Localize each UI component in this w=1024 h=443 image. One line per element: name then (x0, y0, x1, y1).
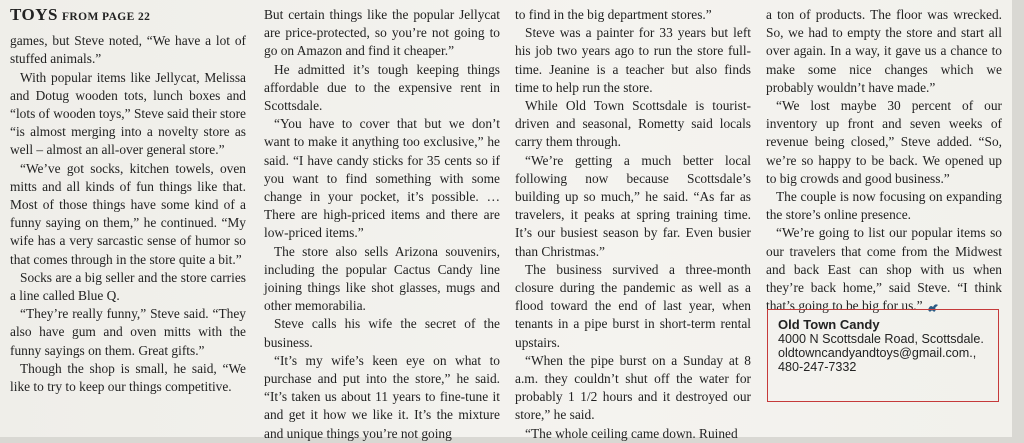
paragraph: “We’ve got socks, kitchen towels, oven mitts and all kinds of fun things like that. Most of those things have some kind of a funny saying on them,” he continued. “My wife has a very sarcastic sense of humor so that comes through in the store quite a bit.” (10, 160, 246, 267)
paragraph: games, but Steve noted, “We have a lot of stuffed animals.” (10, 33, 246, 67)
from-page-label: FROM PAGE 22 (62, 11, 151, 23)
business-name: Old Town Candy (778, 317, 880, 332)
business-address: 4000 N Scottsdale Road, Scottsdale. (778, 332, 984, 346)
section-label: TOYS (10, 5, 58, 24)
paragraph: But certain things like the popular Jellycat are price-protected, so you’re not going to go on Amazon and find it cheaper.” (264, 7, 500, 59)
paragraph: The business survived a three-month closure during the pandemic as well as a flood toward the end of last year, when tenants in a pipe burst in short-term rental upstairs. (515, 261, 751, 350)
paragraph (766, 224, 1002, 315)
paragraph: The store also sells Arizona souvenirs, including the popular Cactus Candy line joining things like shot glasses, mugs and other memorabilia. (264, 243, 500, 314)
paragraph: The couple is now focusing on expanding the store’s online presence. (766, 189, 1002, 223)
paragraph: With popular items like Jellycat, Melissa and Dotug wooden tots, lunch boxes and “lots of wooden toys,” Steve said their store “is almost merging into a novelty store as well – almost an all-over general store.” (10, 69, 246, 158)
article-column-3 (515, 6, 751, 443)
paragraph: “They’re really funny,” Steve said. “They also have gum and oven mitts with the funny sayings on them. Great gifts.” (10, 306, 246, 358)
business-contact: oldtowncandyandtoys@gmail.com., 480-247-7332 (778, 346, 977, 374)
article-column-2 (264, 6, 500, 443)
paragraph: “It’s my wife’s keen eye on what to purchase and put into the store,” he said. “It’s taken us about 11 years to fine-tune it and get it how we like it. It’s the mixture and unique things you’re not going (264, 352, 500, 441)
paragraph: a ton of products. The floor was wrecked. So, we had to empty the store and start all over again. In a way, it gave us a chance to make some nice changes which we probably wouldn’t have made.” (766, 7, 1002, 95)
paragraph: While Old Town Scottsdale is tourist-driven and seasonal, Rometty said locals carry them through. (515, 98, 751, 150)
paragraph: Socks are a big seller and the store carries a line called Blue Q. (10, 269, 246, 304)
article-column-4 (766, 6, 1002, 315)
paragraph: “You have to cover that but we don’t want to make it anything too exclusive,” he said. “I have candy sticks for 35 cents so if you want to find something with some change in your pocket, it’s possible. …There are high-priced items and there are low-priced items.” (264, 116, 500, 241)
paragraph: to find in the big department stores.” (515, 7, 712, 22)
article-column-1 (10, 6, 246, 396)
closing-paragraph-text: “We’re going to list our popular items so our travelers that come from the Midwest and back East can shop with us when they’re back home,” said Steve. “I think that’s going to be big for us.” (766, 225, 1002, 314)
paragraph: He admitted it’s tough keeping things affordable due to the expensive rent in Scottsdale. (264, 61, 500, 114)
paragraph: “When the pipe burst on a Sunday at 8 a.m. they couldn’t shut off the water for probably 1 1/2 hours and it destroyed our store,” he said. (515, 352, 751, 423)
paragraph: “The whole ceiling came down. Ruined (525, 425, 738, 441)
paragraph: “We’re getting a much better local following now because Scottsdale’s building up so much,” he said. “As far as travelers, it peaks at spring training time. It’s our busiest season by far. Even busier than Christmas.” (515, 152, 751, 259)
paragraph: Steve calls his wife the secret of the business. (264, 316, 500, 350)
paragraph: Steve was a painter for 33 years but left his job two years ago to run the store full-time. Jeanine is a teacher but also finds time to help run the store. (515, 25, 751, 95)
jump-header (10, 6, 246, 26)
business-info-box (767, 309, 999, 402)
paragraph: Though the shop is small, he said, “We like to try to keep our things competitive. (10, 360, 246, 395)
paragraph: “We lost maybe 30 percent of our inventory up front and seven weeks of revenue being closed,” Steve added. “So, we’re so happy to be back. We opened up to big crowds and good business.” (766, 98, 1002, 186)
